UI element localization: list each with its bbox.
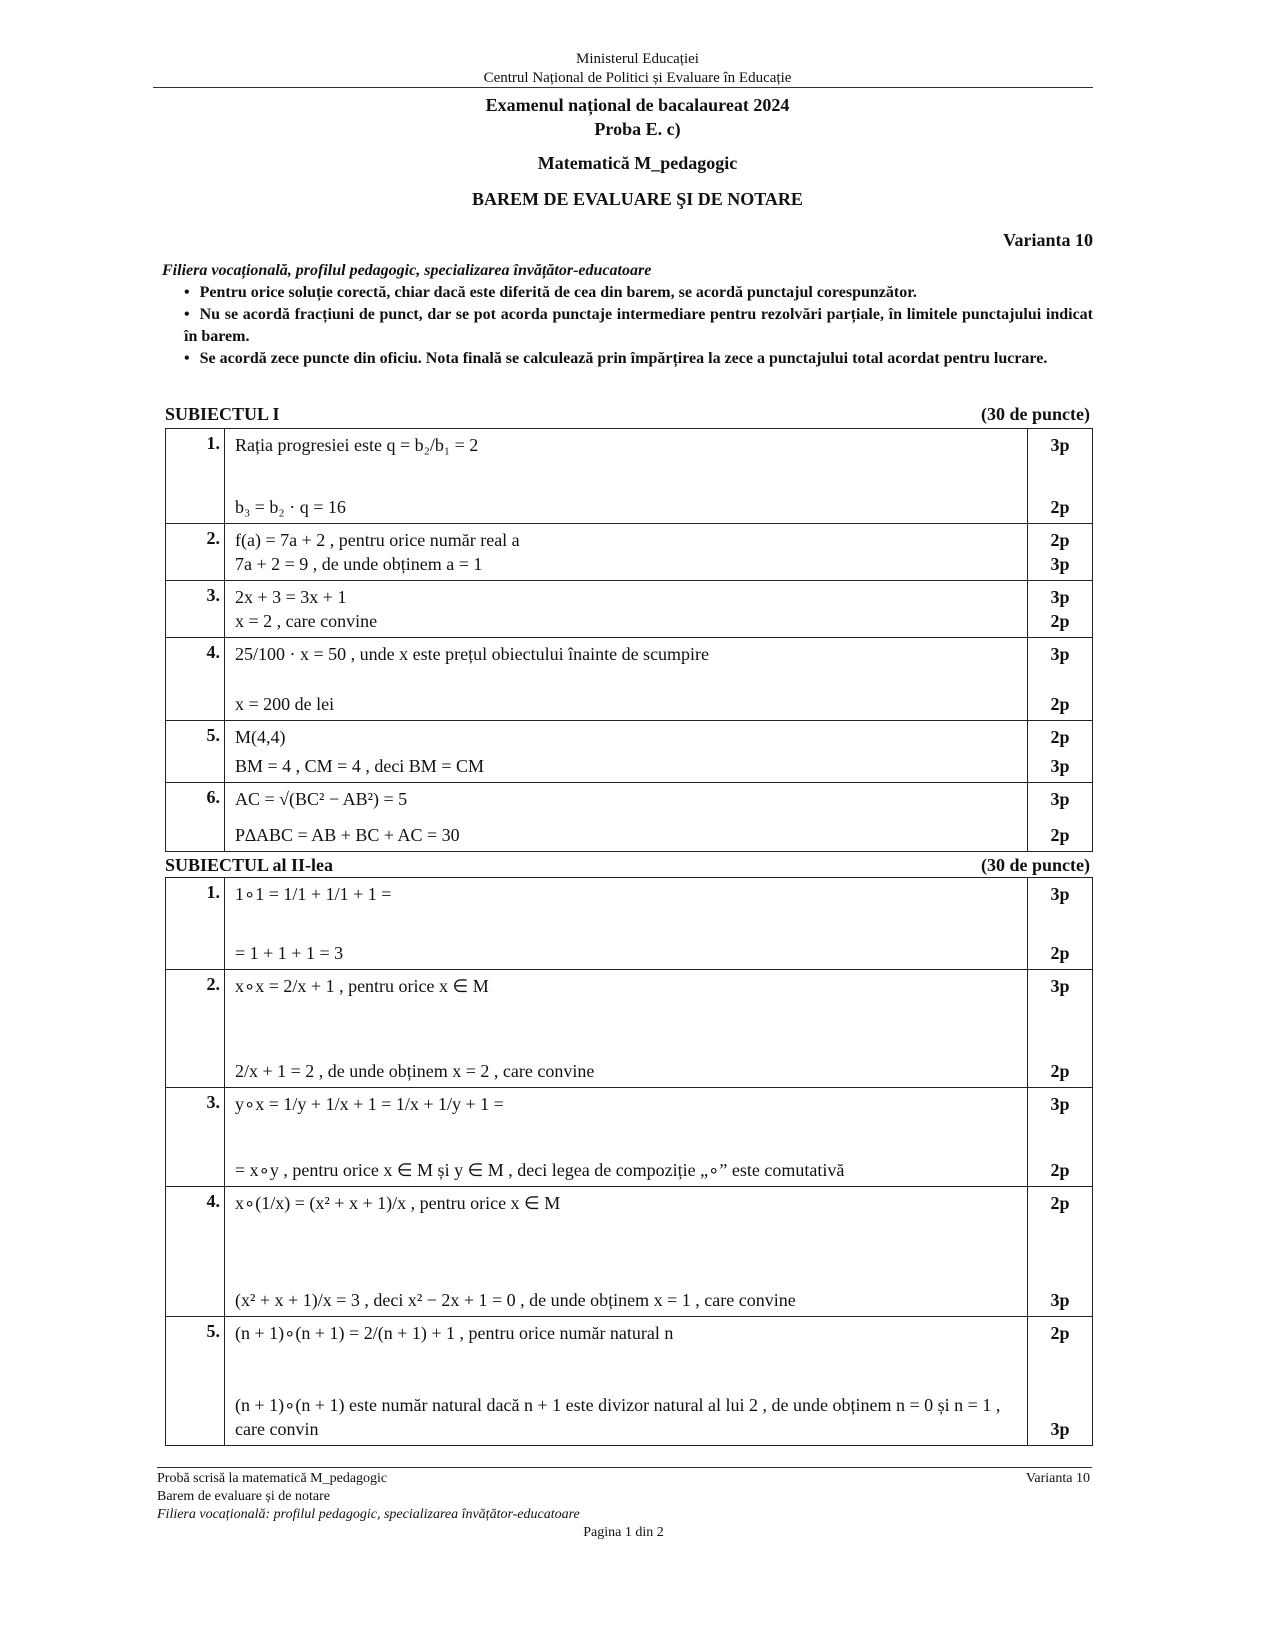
points-value: 3p <box>1050 789 1070 809</box>
points-value: 2p <box>1050 497 1070 517</box>
section-header-2 <box>165 855 1090 876</box>
barem-title: BAREM DE EVALUARE ŞI DE NOTARE <box>472 189 803 209</box>
table-row <box>166 878 1093 970</box>
solution-line: M(4,4) <box>235 727 286 747</box>
points-value: 3p <box>1050 435 1070 455</box>
solution-line: 2/x + 1 = 2 , de unde obținem x = 2 , care convine <box>235 1061 595 1081</box>
footer-divider <box>157 1467 1092 1468</box>
solution-line: (n + 1)∘(n + 1) = 2/(n + 1) + 1 , pentru orice număr natural n <box>235 1323 674 1343</box>
solution-line: y∘x = 1/y + 1/x + 1 = 1/x + 1/y + 1 = <box>235 1094 504 1114</box>
points-value: 3p <box>1050 554 1070 574</box>
points-value: 3p <box>1050 1094 1070 1114</box>
points-value: 2p <box>1050 943 1070 963</box>
points-value: 3p <box>1050 756 1070 776</box>
points-value: 2p <box>1050 1193 1070 1213</box>
footer-variant: Varianta 10 <box>1025 1471 1090 1486</box>
solution-line: x∘x = 2/x + 1 , pentru orice x ∈ M <box>235 976 489 996</box>
bullet-text: Se acordă zece puncte din oficiu. Nota finală se calculează prin împărțirea la zece a punctajului total acordat pentru lucrare. <box>199 350 1048 367</box>
header-divider <box>153 87 1093 88</box>
solution-line: = 1 + 1 + 1 = 3 <box>235 943 344 963</box>
grading-table-1 <box>165 428 1093 852</box>
points-value: 3p <box>1050 1290 1070 1310</box>
points-value: 2p <box>1050 611 1070 631</box>
solution-line: 2x + 3 = 3x + 1 <box>235 587 347 607</box>
bullet-text: Nu se acordă fracțiuni de punct, dar se pot acorda punctaje intermediare pentru rezolvări parțiale, în limitele punctajului indicat în barem. <box>184 306 1093 345</box>
proba-title: Proba E. c) <box>594 119 681 139</box>
exam-title: Examenul național de bacalaureat 2024 <box>485 95 790 115</box>
section-points: (30 de puncte) <box>981 404 1090 424</box>
table-row <box>166 524 1093 581</box>
ministry-header <box>0 50 1275 88</box>
footer-barem: Barem de evaluare și de notare <box>157 1489 330 1504</box>
solution-line: = x∘y , pentru orice x ∈ M și y ∈ M , deci legea de compoziție „∘” este comutativă <box>235 1160 845 1180</box>
table-row <box>166 581 1093 638</box>
subject-title: Matematică M_pedagogic <box>537 153 738 173</box>
table-row <box>166 1317 1093 1446</box>
item-number: 4. <box>166 638 225 721</box>
item-number: 2. <box>166 970 225 1088</box>
item-number: 3. <box>166 1088 225 1187</box>
points-value: 3p <box>1050 587 1070 607</box>
solution-line: (x² + x + 1)/x = 3 , deci x² − 2x + 1 = 0 , de unde obținem x = 1 , care convine <box>235 1290 796 1310</box>
page-number: Pagina 1 din 2 <box>583 1525 664 1540</box>
variant-label: Varianta 10 <box>1003 230 1093 250</box>
footer-filiera: Filiera vocațională: profilul pedagogic, specializarea învățător-educatoare <box>157 1507 580 1522</box>
points-value: 2p <box>1050 1323 1070 1343</box>
points-value: 2p <box>1050 530 1070 550</box>
points-value: 2p <box>1050 825 1070 845</box>
solution-line: 1∘1 = 1/1 + 1/1 + 1 = <box>235 884 392 904</box>
points-value: 2p <box>1050 1061 1070 1081</box>
bullet-item: • Se acordă zece puncte din oficiu. Nota finală se calculează prin împărțirea la zece a punctajului total acordat pentru lucrare. <box>184 350 1048 367</box>
section-title: SUBIECTUL I <box>165 404 280 424</box>
table-row <box>166 1088 1093 1187</box>
table-row <box>166 429 1093 524</box>
center-name: Centrul Național de Politici și Evaluare în Educație <box>483 70 792 86</box>
section-title: SUBIECTUL al II-lea <box>165 855 334 875</box>
filiera-text: Filiera vocațională, profilul pedagogic, specializarea învățător-educatoare <box>162 262 652 279</box>
points-value: 3p <box>1050 1419 1070 1439</box>
ministry-name: Ministerul Educației <box>576 51 699 67</box>
solution-line: 7a + 2 = 9 , de unde obținem a = 1 <box>235 554 483 574</box>
solution-line: b₃ = b₂ · q = 16 <box>235 497 346 517</box>
points-value: 3p <box>1050 644 1070 664</box>
item-number: 5. <box>166 721 225 783</box>
footer <box>157 1470 1090 1542</box>
section-header-1 <box>165 404 1090 425</box>
table-row <box>166 1187 1093 1317</box>
item-number: 2. <box>166 524 225 581</box>
instructions <box>162 260 1093 370</box>
solution-line: x∘(1/x) = (x² + x + 1)/x , pentru orice x ∈ M <box>235 1193 561 1213</box>
item-number: 5. <box>166 1317 225 1446</box>
solution-line: Rația progresiei este q = b₂/b₁ = 2 <box>235 435 479 455</box>
table-row <box>166 783 1093 852</box>
footer-subject: Probă scrisă la matematică M_pedagogic <box>157 1471 388 1486</box>
item-number: 1. <box>166 429 225 524</box>
points-value: 2p <box>1050 727 1070 747</box>
solution-line: x = 200 de lei <box>235 694 335 714</box>
item-number: 3. <box>166 581 225 638</box>
table-row <box>166 721 1093 783</box>
solution-line: f(a) = 7a + 2 , pentru orice număr real a <box>235 530 520 550</box>
grading-table-2 <box>165 877 1093 1446</box>
solution-line: 25/100 · x = 50 , unde x este prețul obiectului înainte de scumpire <box>235 644 710 664</box>
points-value: 3p <box>1050 976 1070 996</box>
solution-line: P∆ABC = AB + BC + AC = 30 <box>235 825 460 845</box>
item-number: 6. <box>166 783 225 852</box>
points-value: 2p <box>1050 694 1070 714</box>
points-value: 3p <box>1050 884 1070 904</box>
item-number: 4. <box>166 1187 225 1317</box>
bullet-item: • Nu se acordă fracțiuni de punct, dar se pot acorda punctaje intermediare pentru rezolvări parțiale, în limitele punctajului indicat în barem. <box>184 306 1093 345</box>
bullet-item: • Pentru orice soluție corectă, chiar dacă este diferită de cea din barem, se acordă punctajul corespunzător. <box>184 284 917 301</box>
solution-line: BM = 4 , CM = 4 , deci BM = CM <box>235 756 484 776</box>
solution-line: x = 2 , care convine <box>235 611 378 631</box>
table-row <box>166 970 1093 1088</box>
section-points: (30 de puncte) <box>981 855 1090 875</box>
solution-line: (n + 1)∘(n + 1) este număr natural dacă n + 1 este divizor natural al lui 2 , de unde obținem n = 0 și n = 1 , care convin <box>235 1395 1001 1439</box>
bullet-text: Pentru orice soluție corectă, chiar dacă este diferită de cea din barem, se acordă punctajul corespunzător. <box>199 284 917 301</box>
solution-line: AC = √(BC² − AB²) = 5 <box>235 789 408 809</box>
points-value: 2p <box>1050 1160 1070 1180</box>
item-number: 1. <box>166 878 225 970</box>
table-row <box>166 638 1093 721</box>
